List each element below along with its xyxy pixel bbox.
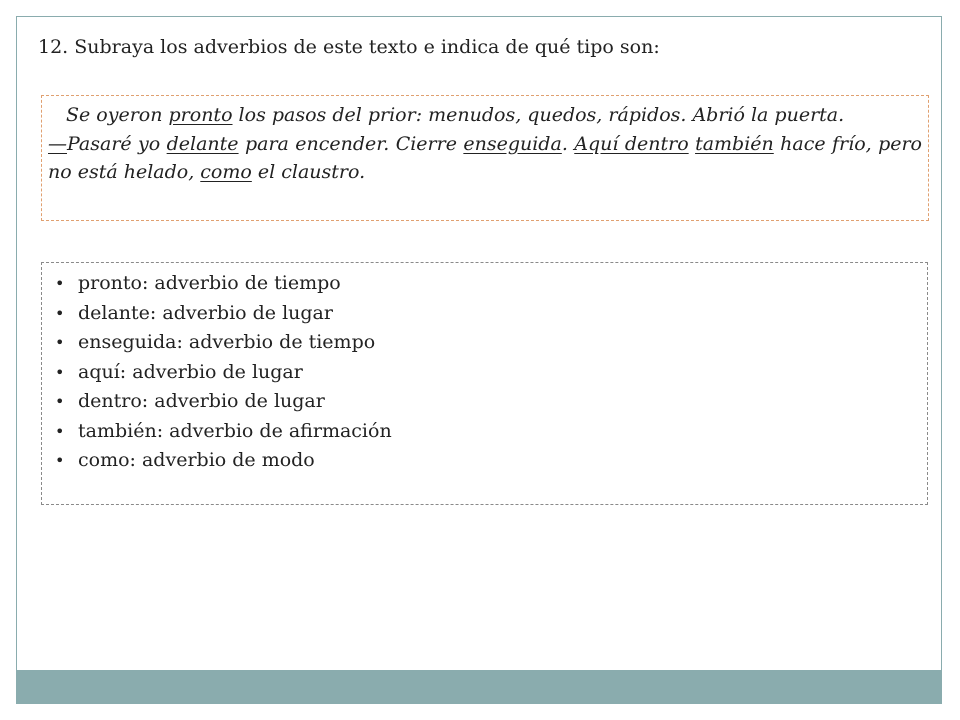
answer-text: delante: adverbio de lugar — [78, 301, 333, 324]
answer-item — [42, 417, 927, 447]
bullet-icon: • — [55, 333, 65, 352]
underlined-adverb: también — [695, 132, 774, 155]
answer-text: también: adverbio de afirmación — [78, 419, 392, 442]
quote-paragraph-1 — [48, 101, 922, 130]
underlined-adverb: Aquí dentro — [574, 132, 689, 155]
quote-text: los pasos del prior: menudos, quedos, rápidos. Abrió la puerta. — [232, 104, 845, 126]
underlined-adverb: como — [200, 161, 252, 183]
bullet-icon: • — [55, 392, 65, 411]
answer-item — [42, 387, 927, 417]
bullet-icon: • — [55, 451, 65, 470]
answer-item — [42, 269, 927, 299]
answer-text: como: adverbio de modo — [78, 449, 315, 471]
quote-text: . — [561, 132, 575, 155]
bullet-icon: • — [55, 274, 65, 293]
answer-item — [42, 299, 927, 329]
answer-list — [42, 269, 927, 476]
bullet-icon: • — [55, 421, 65, 441]
quote-text: el claustro. — [251, 161, 366, 183]
answer-text: aquí: adverbio de lugar — [78, 360, 303, 383]
bullet-icon: • — [55, 303, 65, 323]
quote-text: Pasaré yo — [67, 132, 167, 155]
quote-text: hace frío, pero no está helado, — [48, 132, 922, 183]
quote-text: Se oyeron — [66, 104, 169, 126]
quote-text-box — [41, 95, 929, 221]
answer-item — [42, 446, 927, 476]
underlined-adverb: pronto — [168, 104, 233, 126]
answer-box — [41, 262, 928, 505]
underlined-adverb: delante — [166, 132, 239, 155]
answer-item — [42, 328, 927, 358]
answer-text: dentro: adverbio de lugar — [78, 390, 325, 412]
bullet-icon: • — [55, 362, 65, 382]
quote-paragraph-2 — [48, 130, 922, 187]
underlined-adverb: — — [48, 132, 67, 155]
quote-text: para encender. Cierre — [238, 132, 464, 155]
slide-footer-bar — [16, 670, 942, 704]
answer-text: pronto: adverbio de tiempo — [78, 272, 341, 294]
underlined-adverb: enseguida — [463, 132, 562, 155]
answer-item — [42, 358, 927, 388]
answer-text: enseguida: adverbio de tiempo — [78, 331, 376, 353]
exercise-title: 12. Subraya los adverbios de este texto e indica de qué tipo son: — [38, 36, 660, 58]
